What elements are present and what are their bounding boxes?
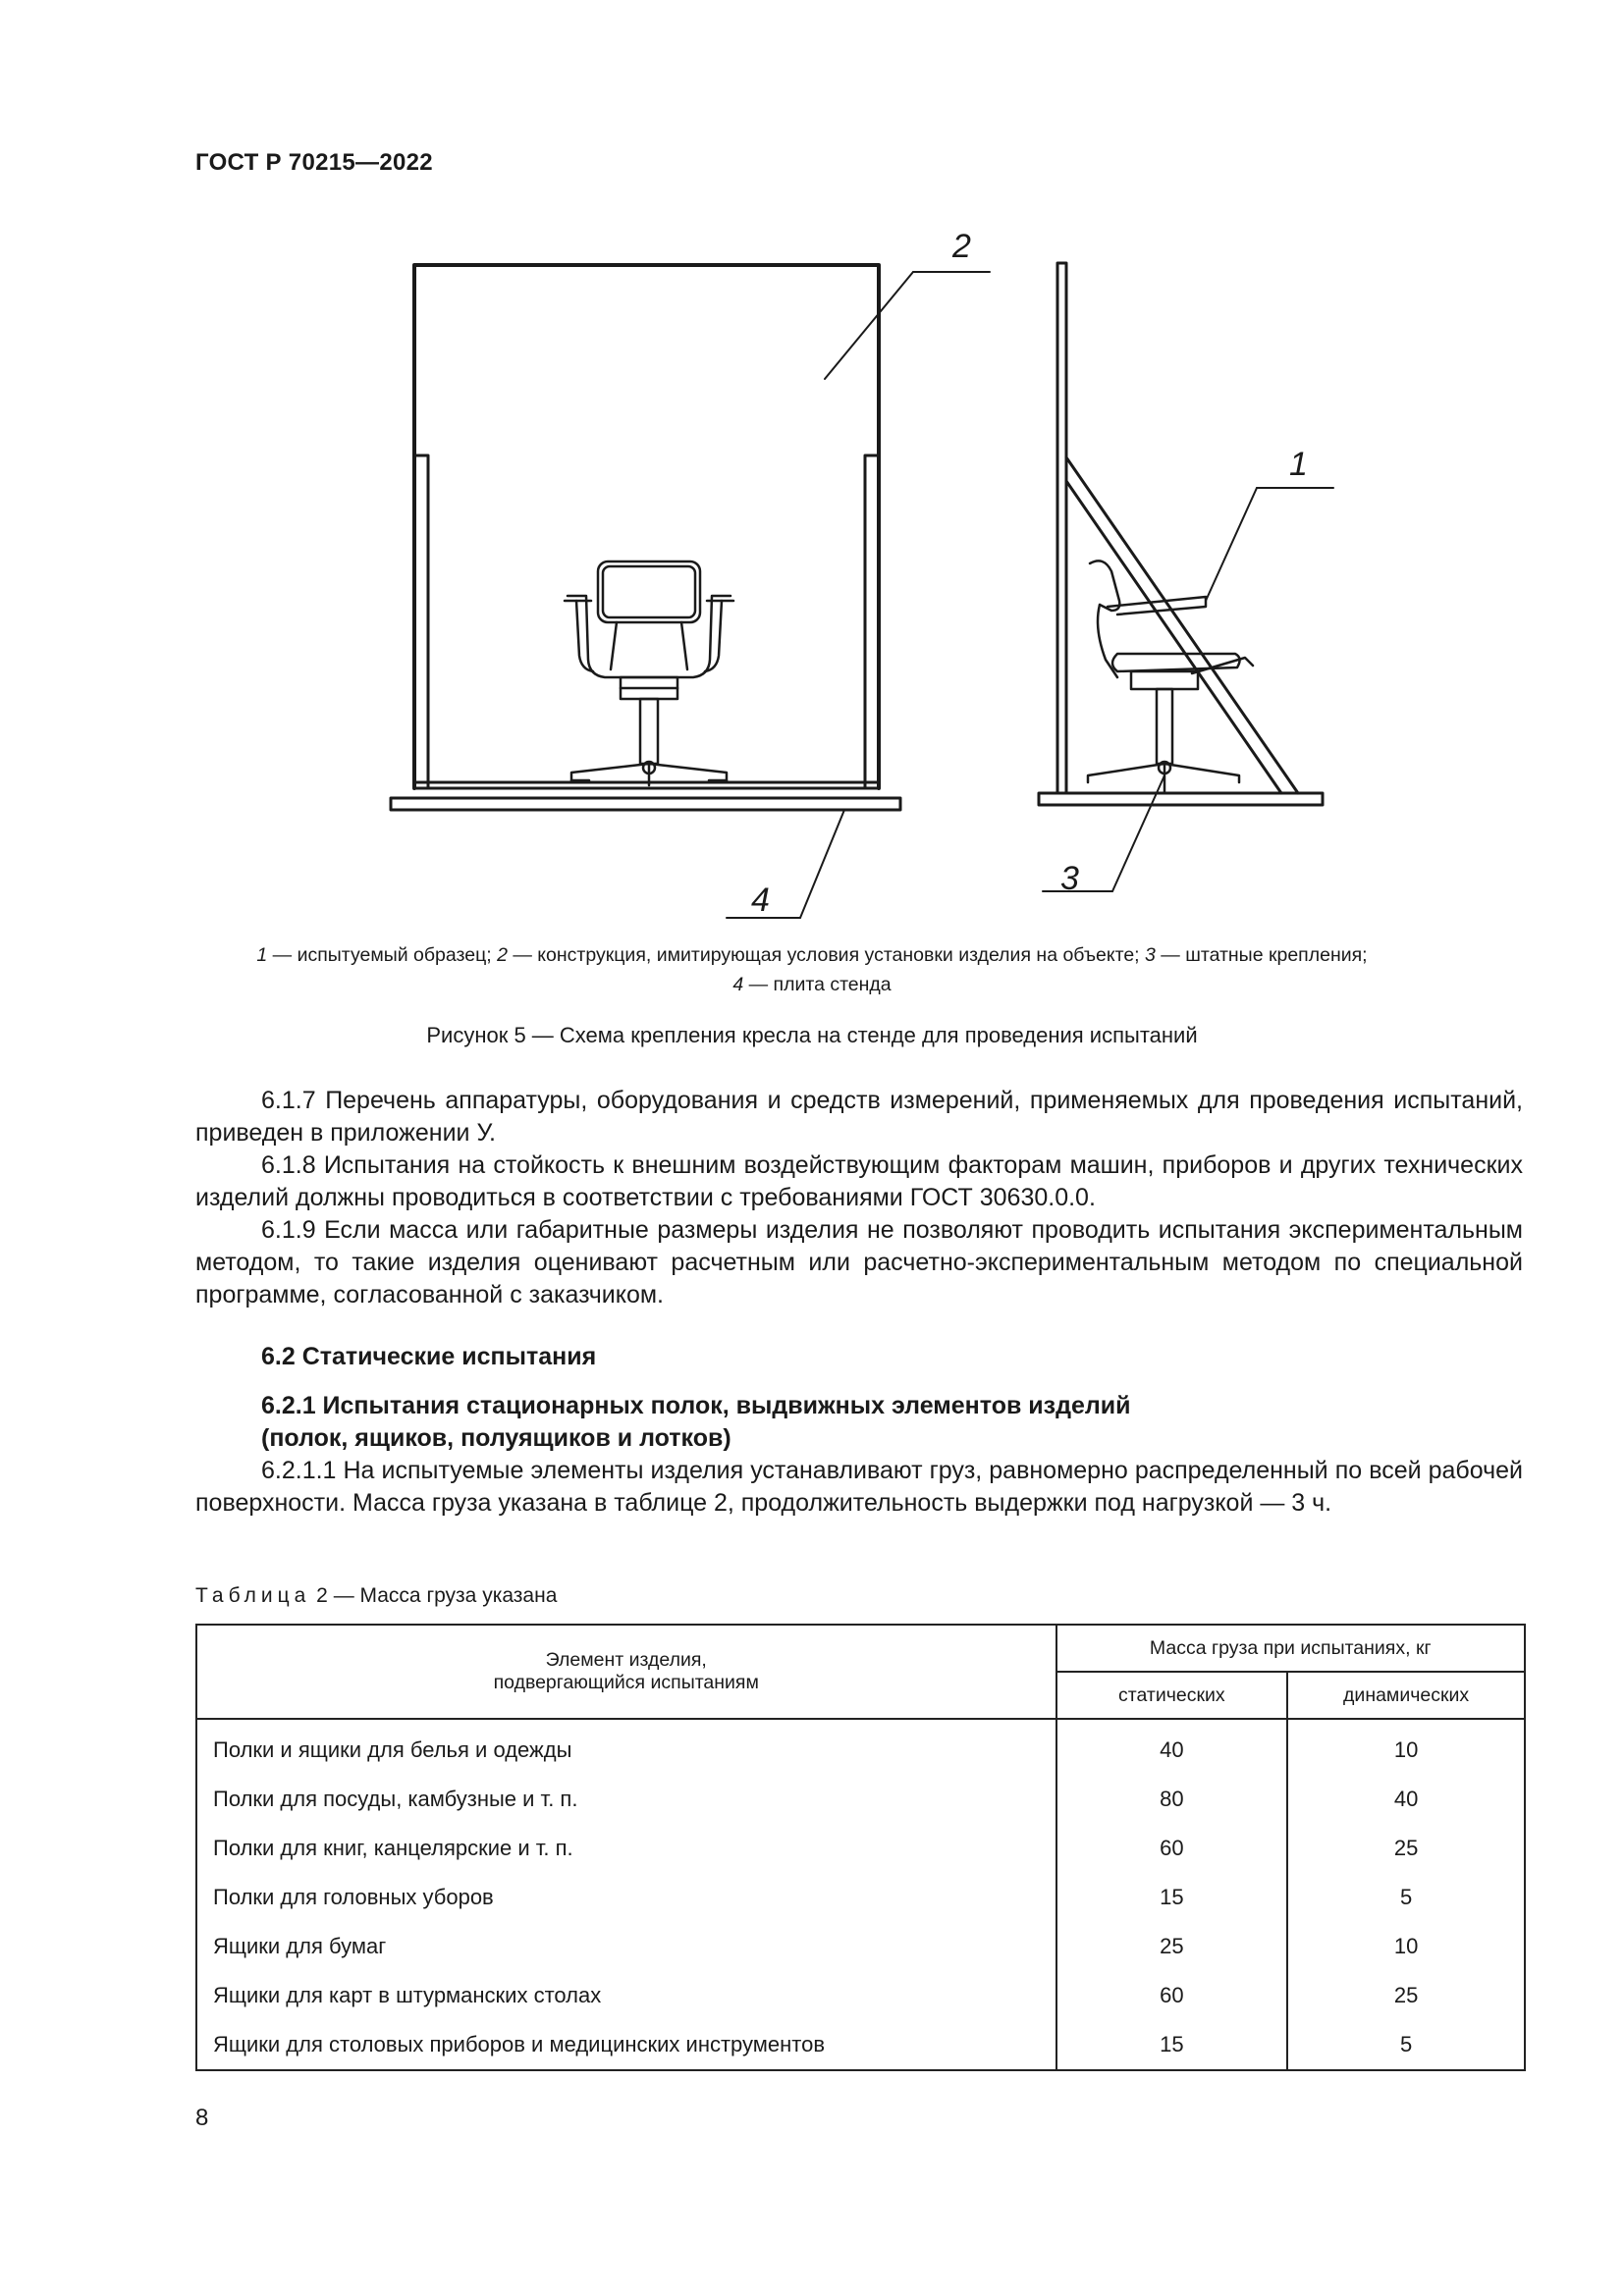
paragraph-6-1-9: 6.1.9 Если масса или габаритные размеры изделия не позволяют проводить испытания экспериментальным методом, то такие изделия оценивают расчетным или расчетно-экспериментальным методом по специальной программе, согласованной с заказчиком.	[195, 1216, 1523, 1308]
table-row: Ящики для карт в штурманских столах 60 25	[196, 1971, 1525, 2020]
chair-front	[565, 561, 733, 785]
section-6-1-tail	[195, 1085, 1523, 1311]
base-plate-side	[1039, 793, 1323, 805]
front-view	[391, 265, 990, 918]
chair-side	[1088, 561, 1253, 791]
table-row: Полки и ящики для белья и одежды 40 10	[196, 1719, 1525, 1775]
callout-3: 3	[1060, 860, 1079, 897]
legend-number-1: 1	[256, 944, 268, 966]
document-code: ГОСТ Р 70215—2022	[195, 149, 433, 176]
table-caption-label: Таблица	[195, 1584, 311, 1607]
section-6-2	[195, 1341, 1523, 1373]
heading-6-2-1-line1: 6.2.1 Испытания стационарных полок, выдвижных элементов изделий	[261, 1392, 1131, 1419]
callout-2: 2	[952, 228, 971, 265]
heading-6-2-1-line2: (полок, ящиков, полуящиков и лотков)	[261, 1424, 731, 1452]
table-row: Полки для головных уборов 15 5	[196, 1873, 1525, 1922]
paragraph-6-2-1-1: 6.2.1.1 На испытуемые элементы изделия устанавливают груз, равномерно распределенный по всей рабочей поверхности. Масса груза указана в таблице 2, продолжительность выдержки под нагрузкой — 3 ч.	[195, 1457, 1523, 1517]
legend-text-3: — штатные крепления;	[1155, 944, 1368, 966]
column-header-static: статических	[1056, 1672, 1288, 1719]
figure-title: Рисунок 5 — Схема крепления кресла на стенде для проведения испытаний	[426, 1023, 1198, 1047]
legend-text-1: — испытуемый образец;	[267, 944, 498, 966]
table-row: Полки для книг, канцелярские и т. п. 60 25	[196, 1824, 1525, 1873]
legend-number-2: 2	[497, 944, 508, 966]
heading-6-2: 6.2 Статические испытания	[261, 1343, 597, 1370]
page-number: 8	[195, 2105, 209, 2131]
column-header-element: Элемент изделия, подвергающийся испытаниям	[196, 1625, 1056, 1719]
legend-text-4: — плита стенда	[743, 974, 892, 995]
paragraph-6-1-8: 6.1.8 Испытания на стойкость к внешним воздействующим факторам машин, приборов и других технических изделий должны проводиться в соответствии с требованиями ГОСТ 30630.0.0.	[195, 1151, 1523, 1211]
load-mass-table	[195, 1624, 1526, 2071]
table-row: Ящики для бумаг 25 10	[196, 1922, 1525, 1971]
column-header-dynamic: динамических	[1287, 1672, 1525, 1719]
base-plate-front	[391, 798, 900, 810]
paragraph-6-1-7: 6.1.7 Перечень аппаратуры, оборудования и средств измерений, применяемых для проведения испытаний, приведен в приложении У.	[195, 1087, 1523, 1147]
callout-1: 1	[1289, 446, 1308, 483]
table-caption	[195, 1584, 557, 1608]
table-caption-text: 2 — Масса груза указана	[310, 1584, 558, 1607]
legend-number-3: 3	[1145, 944, 1156, 966]
column-header-mass: Масса груза при испытаниях, кг	[1056, 1625, 1526, 1672]
callout-4: 4	[751, 881, 770, 919]
figure-legend	[147, 940, 1477, 999]
section-6-2-1	[195, 1390, 1523, 1520]
legend-text-2: — конструкция, имитирующая условия установки изделия на объекте;	[507, 944, 1146, 966]
side-view	[1039, 263, 1333, 891]
table-row: Полки для посуды, камбузные и т. п. 80 40	[196, 1775, 1525, 1824]
test-stand-figure	[0, 0, 1624, 942]
legend-number-4: 4	[732, 974, 744, 995]
table-row: Ящики для столовых приборов и медицинских инструментов 15 5	[196, 2020, 1525, 2070]
